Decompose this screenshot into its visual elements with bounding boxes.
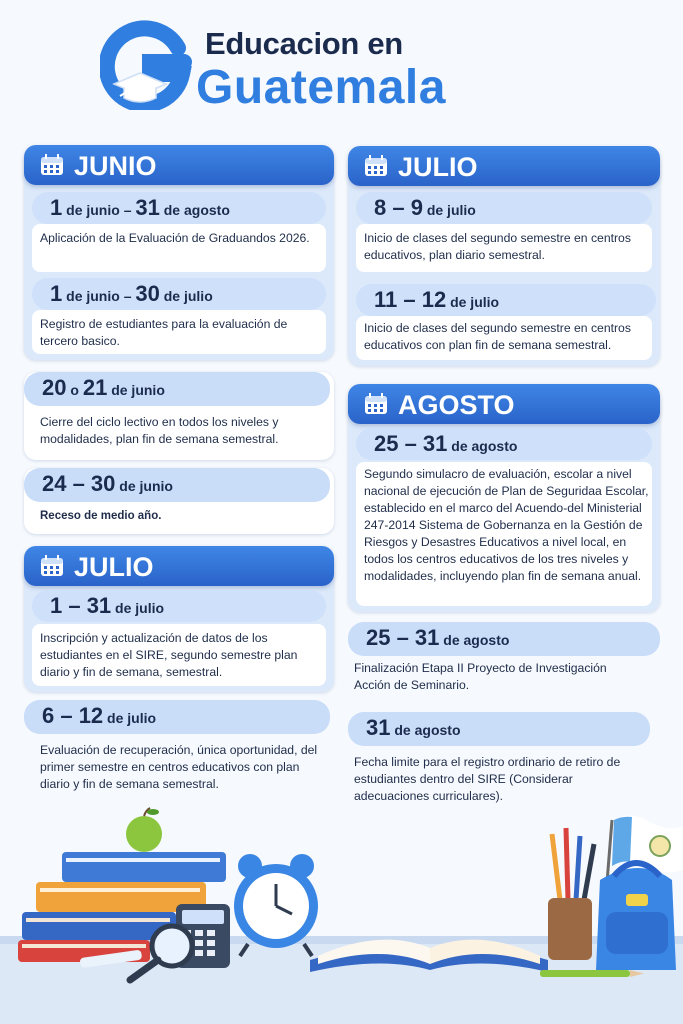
month-header-agosto xyxy=(348,384,660,424)
date-pill xyxy=(356,284,656,316)
date-pill xyxy=(24,468,330,502)
date-pill xyxy=(32,192,326,224)
date-text: de junio – xyxy=(62,288,136,304)
month-label: JULIO xyxy=(398,152,478,182)
event-description: Evaluación de recuperación, única oportunidad, del primer semestre en centros educativos con plan diario y fin de semana semestral. xyxy=(40,743,318,791)
event-description: Receso de medio año. xyxy=(40,510,162,522)
date-day: 11 – 12 xyxy=(374,287,447,312)
month-header-julio xyxy=(24,546,334,586)
date-text: de agosto xyxy=(439,632,510,648)
date-day: 31 xyxy=(135,195,160,220)
month-label: JUNIO xyxy=(74,151,157,181)
date-pill xyxy=(356,192,652,224)
date-text: de junio xyxy=(115,478,173,494)
date-text: de julio xyxy=(159,288,213,304)
event-description: Fecha limite para el registro ordinario de retiro de estudiantes dentro del SIRE (Considerar adecuaciones curriculares). xyxy=(354,755,621,803)
date-text: de julio xyxy=(103,710,157,726)
date-pill xyxy=(348,622,660,656)
pencil-cup-icon xyxy=(548,828,594,960)
month-label: JULIO xyxy=(74,552,154,582)
date-day: 20 xyxy=(42,375,67,400)
date-day: 1 xyxy=(50,281,63,306)
date-pill xyxy=(348,712,650,746)
event-description: Registro de estudiantes para la evaluación de tercero basico. xyxy=(40,317,288,348)
date-text: de agosto xyxy=(447,438,518,454)
calendar-icon xyxy=(364,155,388,177)
date-pill xyxy=(356,428,652,460)
date-text: de julio xyxy=(111,600,165,616)
date-text: de agosto xyxy=(390,722,461,738)
date-text: de julio xyxy=(446,294,500,310)
date-day: 31 xyxy=(366,715,391,740)
date-day: 30 xyxy=(135,281,160,306)
date-day: 8 – 9 xyxy=(374,195,423,220)
date-day: 24 – 30 xyxy=(42,471,116,496)
date-text: o xyxy=(66,382,83,398)
date-day: 25 – 31 xyxy=(374,431,448,456)
date-text: de agosto xyxy=(159,202,230,218)
title-line-1: Educacion en xyxy=(205,26,403,61)
backpack-icon xyxy=(596,863,676,970)
date-day: 1 – 31 xyxy=(50,593,112,618)
logo-g-graduation-cap-icon xyxy=(100,18,192,110)
date-pill xyxy=(24,372,330,406)
date-text: de junio – xyxy=(62,202,136,218)
event-description: Inicio de clases del segundo semestre en centros educativos, plan diario semestral. xyxy=(364,231,631,262)
month-label: AGOSTO xyxy=(398,390,515,420)
date-pill xyxy=(32,278,326,310)
month-header-julio xyxy=(348,146,660,186)
event-description: Inscripción y actualización de datos de los estudiantes en el SIRE, segundo semestre plan diario y fin de semana, semestral. xyxy=(40,631,298,679)
title-line-2: Guatemala xyxy=(196,61,446,114)
event-description: Inicio de clases del segundo semestre en centros educativos con plan fin de semana semestral. xyxy=(364,321,631,352)
date-pill xyxy=(32,590,326,622)
date-text: de julio xyxy=(422,202,476,218)
calendar-icon xyxy=(40,154,64,176)
event-description: Cierre del ciclo lectivo en todos los niveles y modalidades, plan fin de semana semestral. xyxy=(40,415,279,446)
date-day: 21 xyxy=(82,375,108,400)
date-pill xyxy=(24,700,330,734)
event-description: Aplicación de la Evaluación de Graduandos 2026. xyxy=(40,231,310,245)
date-text: de junio xyxy=(107,382,165,398)
date-day: 1 xyxy=(50,195,63,220)
date-day: 25 – 31 xyxy=(366,625,440,650)
event-description: Segundo simulacro de evaluación, escolar a nivel nacional de ejecución de Plan de Seguridaa Escolar, establecido en el marco del Acuendo-del Ministerial 247-2014 Sistema de Gobernanza en la Gestión de Riesgos y Desastres Educativos a nivel local, en todos los centros educativos de los tres niveles y modalidades, incluyendo plan fin de semana anual. xyxy=(364,467,649,583)
school-supplies-illustration xyxy=(0,800,683,1024)
date-day: 6 – 12 xyxy=(42,703,104,728)
apple-icon xyxy=(126,808,162,852)
calendar-icon xyxy=(40,555,64,577)
event-description: Finalización Etapa II Proyecto de Investigación Acción de Seminario. xyxy=(354,661,607,692)
month-header-junio xyxy=(24,145,334,185)
calendar-icon xyxy=(364,393,388,415)
